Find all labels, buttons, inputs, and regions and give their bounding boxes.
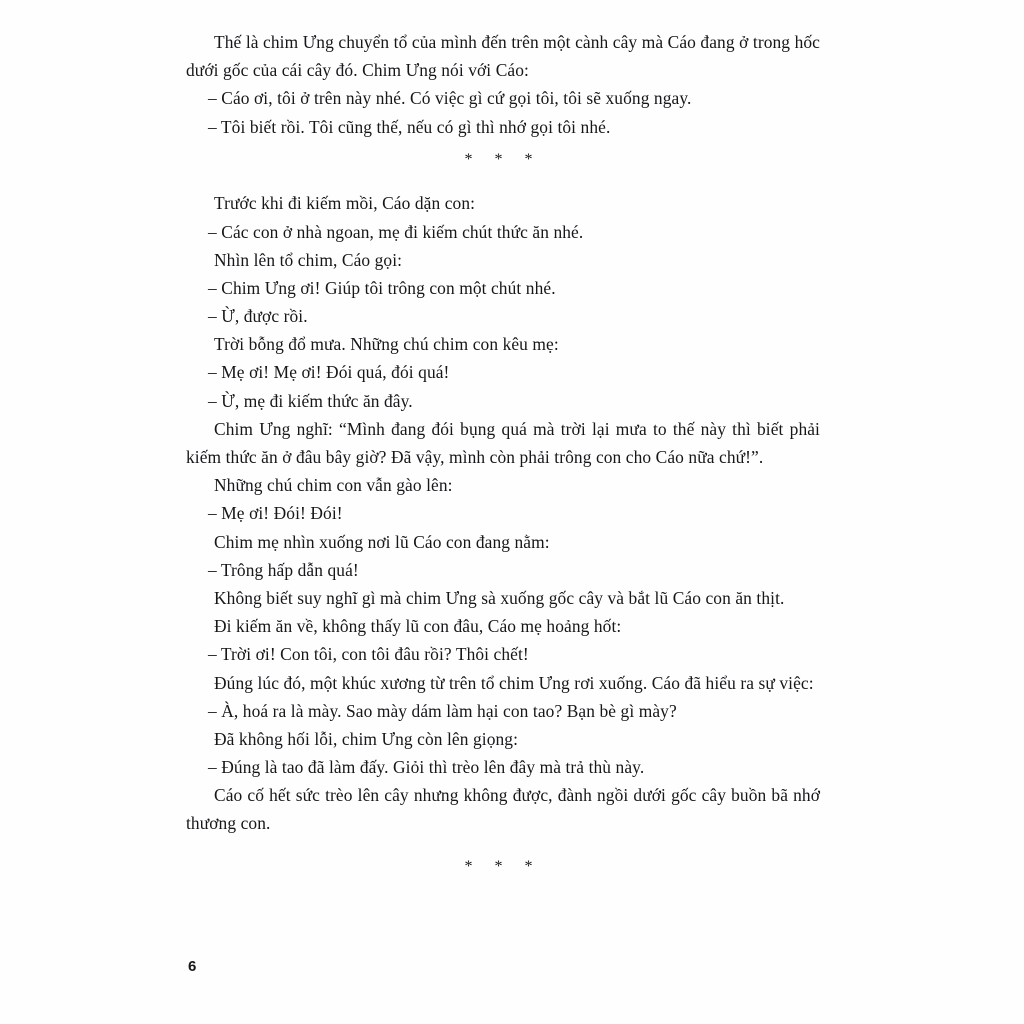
dialogue-line: – Các con ở nhà ngoan, mẹ đi kiếm chút thức ăn nhé. [208, 221, 584, 242]
dialogue-line: – Ừ, được rồi. [208, 306, 308, 327]
dialogue-line: – Mẹ ơi! Đói! Đói! [208, 503, 343, 524]
paragraph: Đi kiếm ăn về, không thấy lũ con đâu, Cáo mẹ hoảng hốt: [214, 616, 622, 637]
dialogue-line: – Chim Ưng ơi! Giúp tôi trông con một chút nhé. [208, 277, 556, 298]
paragraph: Những chú chim con vẫn gào lên: [214, 475, 453, 496]
page-number: 6 [188, 958, 197, 975]
paragraph: Trời bỗng đổ mưa. Những chú chim con kêu mẹ: [214, 334, 559, 355]
paragraph: Không biết suy nghĩ gì mà chim Ưng sà xuống gốc cây và bắt lũ Cáo con ăn thịt. [214, 587, 785, 608]
dialogue-line: – Đúng là tao đã làm đấy. Giỏi thì trèo lên đây mà trả thù này. [208, 757, 645, 778]
paragraph: Chim Ưng nghĩ: “Mình đang đói bụng quá mà trời lại mưa to thế này thì biết phải kiếm thức ăn ở đâu bây giờ? Đã vậy, mình còn phải trông con cho Cáo nữa chứ!”. [186, 418, 820, 468]
dialogue-line: – À, hoá ra là mày. Sao mày dám làm hại con tao? Bạn bè gì mày? [208, 700, 677, 721]
dialogue-line: – Trời ơi! Con tôi, con tôi đâu rồi? Thôi chết! [208, 644, 529, 665]
section-divider: * * * [464, 150, 542, 168]
paragraph: Đúng lúc đó, một khúc xương từ trên tổ chim Ưng rơi xuống. Cáo đã hiểu ra sự việc: [214, 672, 814, 693]
paragraph: Cáo cố hết sức trèo lên cây nhưng không được, đành ngồi dưới gốc cây buồn bã nhớ thương con. [186, 785, 820, 834]
paragraph: Nhìn lên tổ chim, Cáo gọi: [214, 249, 403, 270]
paragraph: Thế là chim Ưng chuyển tổ của mình đến trên một cành cây mà Cáo đang ở trong hốc dưới gốc của cái cây đó. Chim Ưng nói với Cáo: [186, 32, 820, 81]
page-text-column [186, 28, 820, 885]
dialogue-line: – Tôi biết rồi. Tôi cũng thế, nếu có gì thì nhớ gọi tôi nhé. [208, 116, 611, 137]
section-divider: * * * [464, 857, 542, 875]
dialogue-line: – Mẹ ơi! Mẹ ơi! Đói quá, đói quá! [208, 362, 450, 383]
paragraph: Đã không hối lỗi, chim Ưng còn lên giọng: [214, 728, 519, 749]
dialogue-line: – Ừ, mẹ đi kiếm thức ăn đây. [208, 390, 413, 411]
dialogue-line: – Cáo ơi, tôi ở trên này nhé. Có việc gì cứ gọi tôi, tôi sẽ xuống ngay. [208, 88, 692, 109]
paragraph: Trước khi đi kiếm mồi, Cáo dặn con: [214, 193, 476, 214]
dialogue-line: – Trông hấp dẫn quá! [208, 559, 359, 580]
paragraph: Chim mẹ nhìn xuống nơi lũ Cáo con đang nằm: [214, 531, 550, 552]
